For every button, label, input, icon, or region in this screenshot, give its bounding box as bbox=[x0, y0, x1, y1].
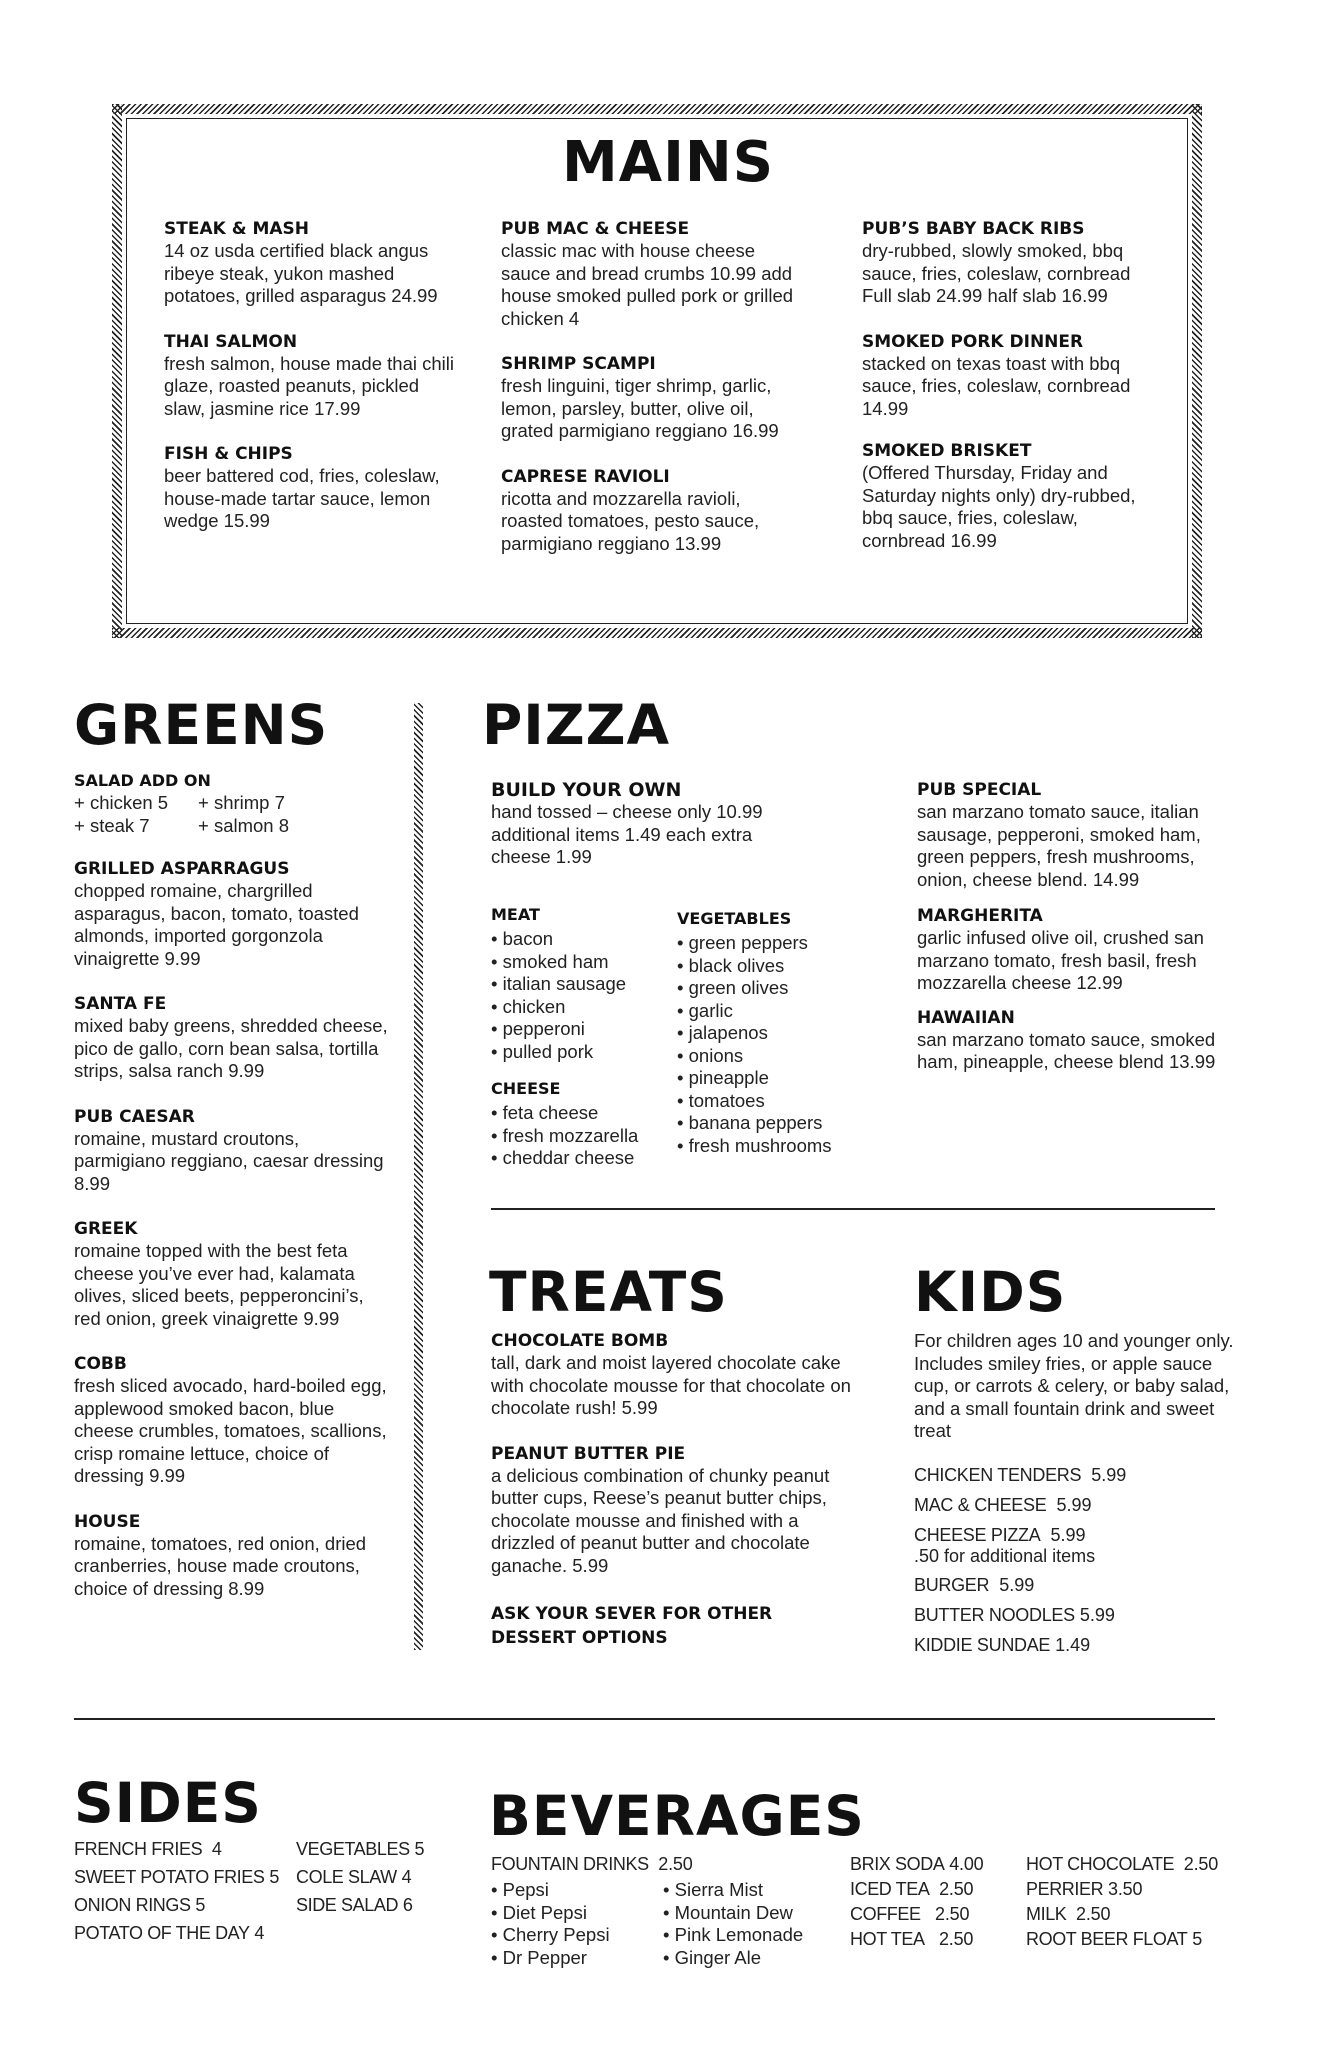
item-price: 2.50 bbox=[938, 1929, 974, 1949]
item-price: 5.99 bbox=[1050, 1524, 1086, 1545]
menu-item bbox=[164, 443, 464, 533]
add-on-option: + steak 7 bbox=[74, 814, 150, 836]
side-item bbox=[74, 1894, 294, 1916]
item-description: dry-rubbed, slowly smoked, bbq sauce, fries, coleslaw, cornbread Full slab 24.99 half slab 16.99 bbox=[862, 240, 1131, 306]
dessert-note: ASK YOUR SEVER FOR OTHER DESSERT OPTIONS bbox=[491, 1604, 773, 1648]
build-your-own-heading: BUILD YOUR OWN bbox=[491, 779, 682, 801]
item-price: 5.99 bbox=[1091, 1464, 1127, 1485]
item-description: mixed baby greens, shredded cheese, pico de gallo, corn bean salsa, tortilla strips, salsa ranch 9.99 bbox=[74, 1015, 388, 1081]
item-name: ROOT BEER FLOAT bbox=[1026, 1929, 1188, 1949]
item-name: HOT CHOCOLATE bbox=[1026, 1854, 1175, 1874]
topping-item: • fresh mozzarella bbox=[491, 1125, 666, 1148]
item-description: chopped romaine, chargrilled asparagus, bacon, tomato, toasted almonds, imported gorgonzola vinaigrette 9.99 bbox=[74, 880, 359, 969]
kids-title: KIDS bbox=[914, 1260, 1067, 1324]
item-description: romaine, tomatoes, red onion, dried cranberries, house made croutons, choice of dressing 8.99 bbox=[74, 1532, 367, 1599]
greens-column bbox=[74, 770, 394, 1623]
item-name: CHICKEN TENDERS bbox=[914, 1464, 1082, 1485]
side-item bbox=[74, 1838, 294, 1860]
side-item bbox=[296, 1894, 426, 1916]
item-name: HAWAIIAN bbox=[917, 1007, 1015, 1028]
treats-column bbox=[491, 1330, 851, 1650]
drink-option: • Cherry Pepsi bbox=[491, 1924, 663, 1947]
topping-item: • italian sausage bbox=[491, 973, 661, 996]
drink-option: • Sierra Mist bbox=[663, 1879, 803, 1902]
side-item bbox=[74, 1866, 294, 1888]
item-name: VEGETABLES bbox=[296, 1839, 410, 1859]
beverages-title: BEVERAGES bbox=[489, 1784, 865, 1848]
item-price: 4 bbox=[254, 1923, 265, 1943]
cheese-heading: CHEESE bbox=[491, 1079, 561, 1098]
fountain-flavors bbox=[491, 1879, 831, 1969]
kids-intro: For children ages 10 and younger only. Includes smiley fries, or apple sauce cup, or carrots & celery, or baby salad, and a small fountain drink and sweet treat bbox=[914, 1330, 1234, 1441]
item-name: SMOKED PORK DINNER bbox=[862, 331, 1084, 352]
pizza-specials bbox=[917, 779, 1237, 1074]
beverage-item bbox=[1026, 1853, 1226, 1875]
item-name: CHEESE PIZZA bbox=[914, 1524, 1041, 1545]
item-description: san marzano tomato sauce, smoked ham, pineapple, cheese blend 13.99 bbox=[917, 1028, 1216, 1072]
section-divider bbox=[74, 1718, 1215, 1720]
kids-item bbox=[914, 1464, 1234, 1486]
topping-item: • banana peppers bbox=[677, 1112, 867, 1135]
column-divider bbox=[414, 703, 423, 1650]
item-name: PUB SPECIAL bbox=[917, 780, 1042, 800]
menu-item bbox=[501, 466, 801, 556]
item-name: ICED TEA bbox=[850, 1879, 930, 1899]
topping-item: • feta cheese bbox=[491, 1102, 666, 1125]
item-price: 1.49 bbox=[1055, 1634, 1091, 1655]
drink-option: • Diet Pepsi bbox=[491, 1902, 663, 1925]
item-price: 5 bbox=[1192, 1929, 1202, 1949]
item-name: MAC & CHEESE bbox=[914, 1494, 1047, 1515]
item-price: 4 bbox=[211, 1839, 222, 1859]
topping-item: • jalapenos bbox=[677, 1022, 867, 1045]
mains-column-3 bbox=[862, 218, 1162, 575]
item-name: BUTTER NOODLES bbox=[914, 1604, 1075, 1625]
beverage-item bbox=[850, 1853, 1020, 1875]
item-description: a delicious combination of chunky peanut butter cups, Reese’s peanut butter chips, chocolate mousse and finished with a drizzled of peanut butter and chocolate ganache. 5.99 bbox=[491, 1464, 830, 1576]
drink-option: • Mountain Dew bbox=[663, 1902, 803, 1925]
menu-item bbox=[74, 1106, 394, 1196]
menu-item bbox=[74, 1218, 394, 1330]
kids-item bbox=[914, 1494, 1234, 1516]
menu-item bbox=[74, 858, 394, 970]
drink-option: • Pepsi bbox=[491, 1879, 663, 1902]
item-description: fresh sliced avocado, hard-boiled egg, applewood smoked bacon, blue cheese crumbles, tomatoes, scallions, crisp romaine lettuce, choice of dressing 9.99 bbox=[74, 1375, 387, 1486]
topping-item: • smoked ham bbox=[491, 951, 661, 974]
item-description: classic mac with house cheese sauce and bread crumbs 10.99 add house smoked pulled pork or grilled chicken 4 bbox=[501, 240, 794, 329]
topping-item: • garlic bbox=[677, 1000, 867, 1023]
menu-item bbox=[74, 1511, 394, 1601]
section-divider bbox=[491, 1208, 1215, 1210]
item-price: 4 bbox=[401, 1867, 412, 1887]
menu-item bbox=[917, 1007, 1237, 1074]
menu-item bbox=[491, 1330, 851, 1420]
item-name: FRENCH FRIES bbox=[74, 1839, 203, 1859]
item-price: 2.50 bbox=[1076, 1904, 1111, 1924]
item-name: CHOCOLATE BOMB bbox=[491, 1331, 669, 1351]
item-price: 6 bbox=[402, 1895, 413, 1915]
item-price: 3.50 bbox=[1108, 1879, 1143, 1899]
kids-item bbox=[914, 1574, 1234, 1596]
menu-item bbox=[917, 779, 1237, 891]
topping-item: • tomatoes bbox=[677, 1090, 867, 1113]
item-name: FISH & CHIPS bbox=[164, 444, 293, 464]
beverage-item bbox=[850, 1878, 1020, 1900]
fountain-drinks-row bbox=[491, 1853, 831, 1875]
item-name: COLE SLAW bbox=[296, 1867, 397, 1887]
topping-item: • fresh mushrooms bbox=[677, 1135, 867, 1158]
vegetables-list bbox=[677, 908, 867, 1157]
item-name: BRIX SODA bbox=[850, 1854, 945, 1874]
frame-border-left bbox=[112, 104, 122, 638]
beverage-item bbox=[850, 1903, 1020, 1925]
drink-option: • Ginger Ale bbox=[663, 1947, 803, 1970]
item-price: 4.00 bbox=[949, 1854, 984, 1874]
menu-item bbox=[917, 905, 1237, 995]
mains-column-1 bbox=[164, 218, 464, 556]
drink-option: • Dr Pepper bbox=[491, 1947, 663, 1970]
beverages-column-4 bbox=[1026, 1853, 1226, 1953]
topping-item: • black olives bbox=[677, 955, 867, 978]
add-on-option: + chicken 5 bbox=[74, 792, 169, 813]
item-price: 5 bbox=[195, 1895, 206, 1915]
add-on-option: + shrimp 7 bbox=[198, 792, 285, 813]
beverage-item bbox=[1026, 1878, 1226, 1900]
menu-item bbox=[862, 440, 1162, 552]
item-price: 2.50 bbox=[935, 1904, 970, 1924]
item-name: MARGHERITA bbox=[917, 906, 1043, 926]
item-name: PEANUT BUTTER PIE bbox=[491, 1443, 686, 1464]
side-item bbox=[296, 1866, 426, 1888]
item-description: fresh linguini, tiger shrimp, garlic, lemon, parsley, butter, olive oil, grated parmigiano reggiano 16.99 bbox=[501, 375, 779, 441]
item-name: CAPRESE RAVIOLI bbox=[501, 466, 670, 487]
item-name: HOT TEA bbox=[850, 1929, 925, 1949]
item-name: ONION RINGS bbox=[74, 1895, 191, 1915]
item-name: SANTA FE bbox=[74, 994, 167, 1014]
item-price: 5 bbox=[414, 1839, 425, 1859]
build-your-own-description: hand tossed – cheese only 10.99 additional items 1.49 each extra cheese 1.99 bbox=[491, 801, 763, 867]
item-name: PUB CAESAR bbox=[74, 1106, 195, 1127]
item-price: 2.50 bbox=[658, 1854, 693, 1874]
topping-item: • pineapple bbox=[677, 1067, 867, 1090]
topping-item: • cheddar cheese bbox=[491, 1147, 666, 1170]
topping-item: • green olives bbox=[677, 977, 867, 1000]
fountain-drinks bbox=[491, 1853, 831, 1969]
add-on-row bbox=[74, 815, 394, 838]
side-item bbox=[74, 1922, 294, 1944]
beverages-column-3 bbox=[850, 1853, 1020, 1953]
menu-item bbox=[74, 1353, 394, 1488]
topping-item: • green peppers bbox=[677, 932, 867, 955]
menu-item bbox=[501, 218, 801, 330]
topping-item: • bacon bbox=[491, 928, 661, 951]
add-on-row bbox=[74, 792, 394, 815]
meat-list bbox=[491, 904, 661, 1063]
sides-title: SIDES bbox=[74, 1771, 262, 1835]
topping-item: • pepperoni bbox=[491, 1018, 661, 1041]
vegetables-heading: VEGETABLES bbox=[677, 909, 792, 928]
cheese-list bbox=[491, 1078, 666, 1170]
item-name: SWEET POTATO FRIES bbox=[74, 1867, 265, 1887]
item-description: (Offered Thursday, Friday and Saturday nights only) dry-rubbed, bbq sauce, fries, coleslaw, cornbread 16.99 bbox=[862, 462, 1136, 551]
item-description: garlic infused olive oil, crushed san marzano tomato, fresh basil, fresh mozzarella cheese 12.99 bbox=[917, 927, 1204, 993]
item-description: fresh salmon, house made thai chili glaze, roasted peanuts, pickled slaw, jasmine rice 17.99 bbox=[164, 352, 454, 419]
item-description: beer battered cod, fries, coleslaw, house-made tartar sauce, lemon wedge 15.99 bbox=[164, 465, 440, 531]
item-description: romaine topped with the best feta cheese you’ve ever had, kalamata olives, sliced beets, pepperoncini’s, red onion, greek vinaigrette 9.99 bbox=[74, 1240, 364, 1329]
topping-item: • onions bbox=[677, 1045, 867, 1068]
build-your-own bbox=[491, 779, 851, 869]
item-name: COBB bbox=[74, 1354, 127, 1374]
item-description: san marzano tomato sauce, italian sausage, pepperoni, smoked ham, green peppers, fresh mushrooms, onion, cheese blend. 14.99 bbox=[917, 801, 1201, 890]
item-description: stacked on texas toast with bbq sauce, fries, coleslaw, cornbread 14.99 bbox=[862, 352, 1131, 419]
item-price: 2.50 bbox=[1183, 1854, 1218, 1874]
item-price: 5.99 bbox=[1056, 1494, 1092, 1515]
item-description: ricotta and mozzarella ravioli, roasted tomatoes, pesto sauce, parmigiano reggiano 13.99 bbox=[501, 487, 760, 554]
item-name: PUB’S BABY BACK RIBS bbox=[862, 219, 1085, 239]
item-name: SIDE SALAD bbox=[296, 1895, 399, 1915]
item-name: PUB MAC & CHEESE bbox=[501, 219, 690, 239]
add-on-option: + salmon 8 bbox=[198, 814, 290, 836]
item-name: BURGER bbox=[914, 1574, 990, 1595]
drink-option: • Pink Lemonade bbox=[663, 1924, 803, 1947]
menu-item bbox=[491, 1443, 851, 1578]
item-price: 5 bbox=[269, 1867, 280, 1887]
item-name: THAI SALMON bbox=[164, 331, 298, 352]
menu-item bbox=[164, 218, 464, 308]
treats-title: TREATS bbox=[489, 1260, 728, 1324]
topping-item: • pulled pork bbox=[491, 1041, 661, 1064]
item-description: 14 oz usda certified black angus ribeye steak, yukon mashed potatoes, grilled asparagus 24.99 bbox=[164, 240, 438, 306]
sides-column-1 bbox=[74, 1838, 294, 1950]
item-description: romaine, mustard croutons, parmigiano reggiano, caesar dressing 8.99 bbox=[74, 1127, 384, 1194]
item-price: 5.99 bbox=[999, 1574, 1035, 1595]
menu-item bbox=[164, 331, 464, 421]
beverage-item bbox=[850, 1928, 1020, 1950]
frame-border-right bbox=[1192, 104, 1202, 638]
greens-title: GREENS bbox=[74, 693, 329, 757]
kids-item bbox=[914, 1604, 1234, 1626]
side-item bbox=[296, 1838, 426, 1860]
item-name: SMOKED BRISKET bbox=[862, 441, 1032, 461]
salad-add-on-heading: SALAD ADD ON bbox=[74, 771, 211, 790]
menu-item bbox=[862, 331, 1162, 421]
topping-item: • chicken bbox=[491, 996, 661, 1019]
item-name: POTATO OF THE DAY bbox=[74, 1923, 250, 1943]
mains-title: MAINS bbox=[562, 130, 775, 195]
item-name: MILK bbox=[1026, 1904, 1067, 1924]
item-note: .50 for additional items bbox=[914, 1545, 1096, 1566]
item-name: COFFEE bbox=[850, 1904, 921, 1924]
meat-heading: MEAT bbox=[491, 905, 540, 924]
salad-add-on bbox=[74, 770, 394, 837]
item-price: 5.99 bbox=[1079, 1604, 1115, 1625]
menu-item bbox=[862, 218, 1162, 308]
beverage-item bbox=[1026, 1928, 1226, 1950]
item-name: FOUNTAIN DRINKS bbox=[491, 1854, 649, 1874]
item-name: SHRIMP SCAMPI bbox=[501, 354, 656, 374]
beverage-item bbox=[1026, 1903, 1226, 1925]
item-name: HOUSE bbox=[74, 1511, 141, 1532]
mains-column-2 bbox=[501, 218, 801, 578]
item-name: KIDDIE SUNDAE bbox=[914, 1634, 1051, 1655]
frame-border-bottom bbox=[112, 628, 1202, 638]
item-name: STEAK & MASH bbox=[164, 219, 309, 239]
sides-column-2 bbox=[296, 1838, 426, 1922]
item-price: 2.50 bbox=[939, 1879, 974, 1899]
item-description: tall, dark and moist layered chocolate cake with chocolate mousse for that chocolate on chocolate rush! 5.99 bbox=[491, 1352, 851, 1418]
item-name: PERRIER bbox=[1026, 1879, 1104, 1899]
menu-item bbox=[74, 993, 394, 1083]
frame-border-top bbox=[112, 104, 1202, 114]
menu-item bbox=[501, 353, 801, 443]
kids-item bbox=[914, 1634, 1234, 1656]
pizza-title: PIZZA bbox=[482, 693, 671, 757]
kids-column bbox=[914, 1330, 1234, 1664]
kids-item bbox=[914, 1524, 1234, 1566]
item-name: GRILLED ASPARRAGUS bbox=[74, 859, 290, 879]
item-name: GREEK bbox=[74, 1219, 138, 1239]
